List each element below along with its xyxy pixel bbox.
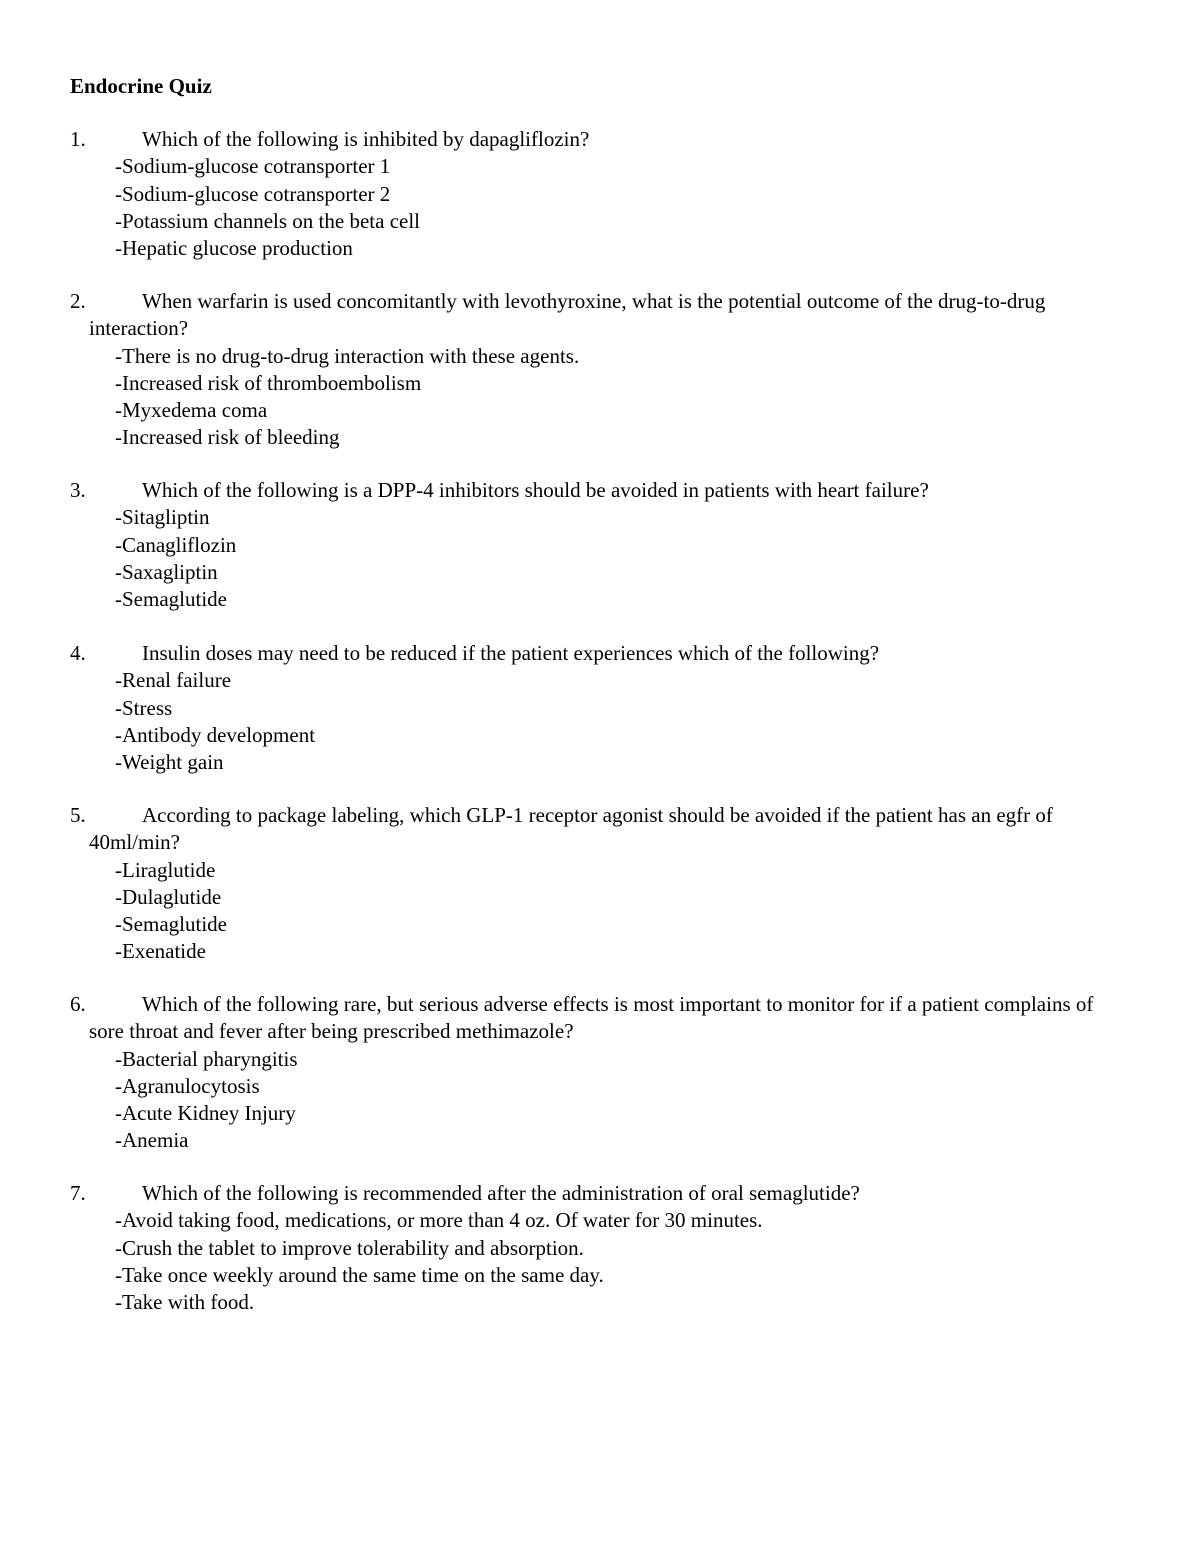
- answer-option: -Anemia: [115, 1128, 189, 1153]
- answer-option: -Sitagliptin: [115, 505, 210, 530]
- answer-options: [70, 667, 1130, 776]
- question-stem: [70, 991, 1130, 1046]
- answer-options: [70, 1207, 1130, 1316]
- question-text: Which of the following is recommended after the administration of oral semaglutide?: [142, 1181, 860, 1205]
- answer-option: -Bacterial pharyngitis: [115, 1046, 298, 1071]
- question-stem: [70, 1180, 1130, 1207]
- answer-option: -Semaglutide: [115, 587, 227, 612]
- answer-option: -Semaglutide: [115, 912, 227, 937]
- answer-option: -Liraglutide: [115, 857, 216, 882]
- answer-option: -Potassium channels on the beta cell: [115, 208, 421, 233]
- question-1: [70, 126, 1130, 262]
- question-stem: [70, 640, 1130, 667]
- answer-option: -Increased risk of bleeding: [115, 425, 340, 450]
- question-number: 2.: [70, 289, 86, 313]
- answer-option: -Dulaglutide: [115, 884, 222, 909]
- question-text: When warfarin is used concomitantly with levothyroxine, what is the potential outcome of the drug-to-drug interaction?: [89, 289, 1046, 341]
- answer-option: -Myxedema coma: [115, 398, 268, 423]
- question-text: According to package labeling, which GLP-1 receptor agonist should be avoided if the patient has an egfr of 40ml/min?: [89, 803, 1053, 855]
- question-number: 3.: [70, 478, 86, 502]
- question-number: 6.: [70, 992, 86, 1016]
- question-7: [70, 1180, 1130, 1316]
- answer-option: -Weight gain: [115, 750, 224, 775]
- answer-option: -Hepatic glucose production: [115, 236, 353, 261]
- question-text: Which of the following is inhibited by dapagliflozin?: [142, 127, 590, 151]
- question-stem: [70, 126, 1130, 153]
- answer-option: -Sodium-glucose cotransporter 2: [115, 181, 391, 206]
- answer-option: -Agranulocytosis: [115, 1073, 260, 1098]
- question-4: [70, 640, 1130, 776]
- answer-option: -Avoid taking food, medications, or more than 4 oz. Of water for 30 minutes.: [115, 1208, 763, 1233]
- answer-option: -Increased risk of thromboembolism: [115, 370, 422, 395]
- answer-options: [70, 857, 1130, 966]
- answer-option: -Exenatide: [115, 939, 206, 964]
- answer-option: -Antibody development: [115, 722, 316, 747]
- question-text: Insulin doses may need to be reduced if the patient experiences which of the following?: [142, 641, 880, 665]
- question-number: 7.: [70, 1181, 86, 1205]
- answer-option: -Sodium-glucose cotransporter 1: [115, 154, 391, 179]
- question-number: 4.: [70, 641, 86, 665]
- answer-option: -Renal failure: [115, 668, 232, 693]
- answer-options: [70, 1046, 1130, 1155]
- question-stem: [70, 477, 1130, 504]
- answer-option: -Acute Kidney Injury: [115, 1101, 296, 1126]
- question-6: [70, 991, 1130, 1155]
- question-stem: [70, 802, 1130, 857]
- answer-option: -Take with food.: [115, 1290, 255, 1315]
- answer-option: -Canagliflozin: [115, 532, 237, 557]
- question-number: 5.: [70, 803, 86, 827]
- question-text: Which of the following is a DPP-4 inhibitors should be avoided in patients with heart failure?: [142, 478, 929, 502]
- answer-option: -Saxagliptin: [115, 559, 218, 584]
- answer-options: [70, 343, 1130, 452]
- question-text: Which of the following rare, but serious adverse effects is most important to monitor for if a patient complains of sore throat and fever after being prescribed methimazole?: [89, 992, 1094, 1044]
- question-3: [70, 477, 1130, 613]
- answer-option: -Stress: [115, 695, 173, 720]
- answer-option: -Take once weekly around the same time on the same day.: [115, 1262, 604, 1287]
- answer-option: -There is no drug-to-drug interaction with these agents.: [115, 343, 580, 368]
- question-stem: [70, 288, 1130, 343]
- question-5: [70, 802, 1130, 966]
- answer-option: -Crush the tablet to improve tolerability and absorption.: [115, 1235, 584, 1260]
- question-2: [70, 288, 1130, 452]
- question-number: 1.: [70, 127, 86, 151]
- answer-options: [70, 153, 1130, 262]
- page-title: Endocrine Quiz: [70, 74, 212, 98]
- answer-options: [70, 504, 1130, 613]
